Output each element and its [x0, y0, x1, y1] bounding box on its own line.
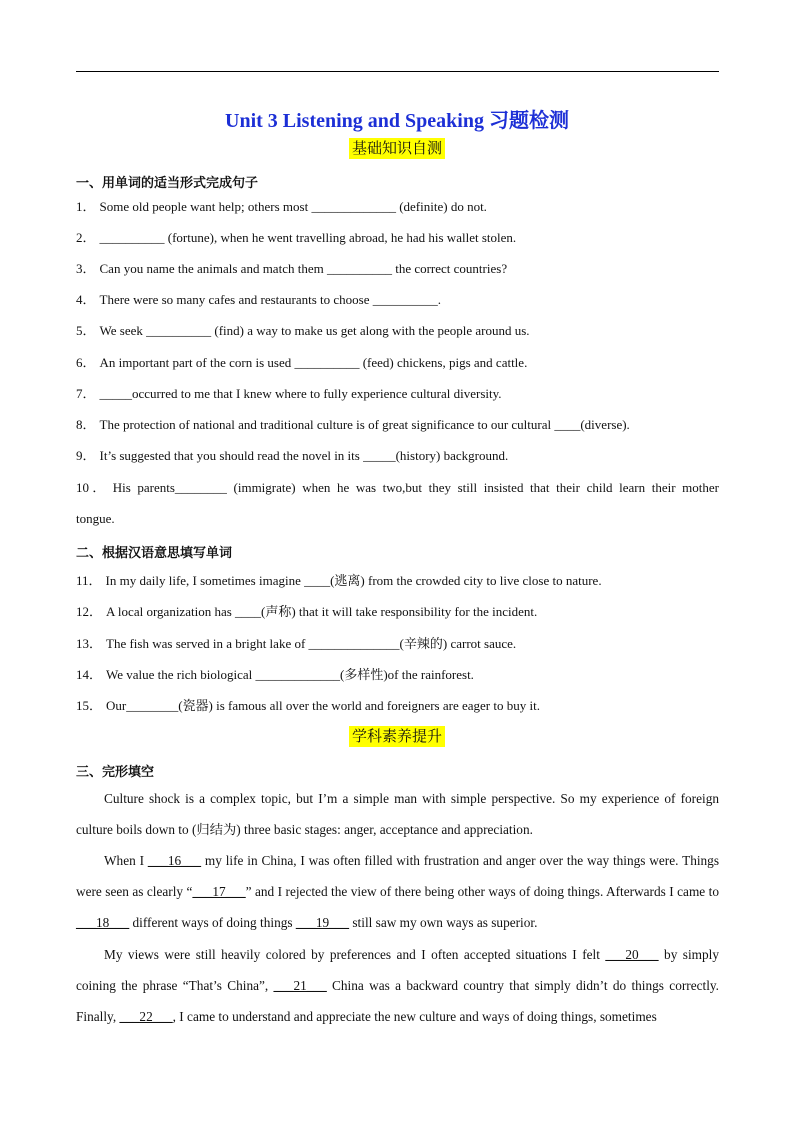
- question-number: 14．: [76, 667, 103, 682]
- header-rule: [76, 71, 719, 72]
- question-number: 12．: [76, 604, 103, 619]
- blank-19: ___19___: [295, 915, 350, 931]
- question-text: There were so many cafes and restaurants to choose __________.: [99, 292, 442, 307]
- page-title: Unit 3 Listening and Speaking 习题检测: [225, 110, 569, 132]
- passage-text: , I came to understand and appreciate the new culture and ways of doing things, sometimes: [172, 1009, 657, 1025]
- banner-basic: [0, 138, 794, 159]
- question-number: 3．: [76, 261, 96, 276]
- passage-text: different ways of doing things: [129, 915, 296, 931]
- banner-advanced: [0, 726, 794, 747]
- question-14: [76, 667, 719, 683]
- question-text: In my daily life, I sometimes imagine ____(逃离) from the crowded city to live close to nature.: [105, 573, 602, 588]
- question-number: 4．: [76, 292, 96, 307]
- question-number: 10．: [76, 480, 109, 495]
- passage-text: by simply coining the phrase “That’s China”,: [76, 947, 720, 994]
- question-number: 2．: [76, 230, 96, 245]
- question-text: __________ (fortune), when he went travelling abroad, he had his wallet stolen.: [99, 230, 517, 245]
- blank-22: ___22___: [119, 1009, 173, 1025]
- question-text: We value the rich biological _____________(多样性)of the rainforest.: [106, 667, 474, 682]
- question-number: 7．: [76, 386, 96, 401]
- question-10-line-1: [76, 472, 719, 503]
- question-number: 13．: [76, 636, 103, 651]
- passage-text: still saw my own ways as superior.: [349, 915, 538, 931]
- question-5: [76, 323, 719, 339]
- blank-17: ___17___: [192, 884, 246, 900]
- question-3: [76, 261, 719, 277]
- question-7: [76, 386, 719, 402]
- question-text: We seek __________ (find) a way to make us get along with the people around us.: [99, 323, 530, 338]
- passage-text: My views were still heavily colored by preferences and I often accepted situations I felt: [104, 947, 606, 962]
- question-text: Some old people want help; others most _____________ (definite) do not.: [99, 199, 487, 214]
- question-2: [76, 230, 719, 246]
- question-1: [76, 199, 719, 215]
- question-text: Our________(瓷器) is famous all over the world and foreigners are eager to buy it.: [106, 698, 540, 713]
- passage-text: my life in China, I was often filled with frustration and anger over the way things were. Things were seen as clearly “: [76, 853, 720, 900]
- passage-text: When I: [104, 853, 148, 868]
- question-4: [76, 292, 719, 308]
- passage-paragraph-3: [76, 939, 719, 1033]
- question-text: The protection of national and traditional culture is of great significance to our cultural ____(diverse).: [99, 417, 630, 432]
- question-10: [76, 472, 719, 534]
- question-9: [76, 448, 719, 464]
- banner-basic-label: 基础知识自测: [349, 138, 445, 159]
- question-text: A local organization has ____(声称) that it will take responsibility for the incident.: [106, 604, 538, 619]
- question-text: _____occurred to me that I knew where to fully experience cultural diversity.: [99, 386, 502, 401]
- question-11: [76, 573, 719, 589]
- question-number: 9．: [76, 448, 96, 463]
- blank-21: ___21___: [273, 978, 327, 994]
- passage-text: ” and I rejected the view of there being other ways of doing things. Afterwards I came to: [245, 884, 719, 900]
- passage-paragraph-2: [76, 845, 719, 939]
- question-6: [76, 355, 719, 371]
- question-8: [76, 417, 719, 433]
- question-text: Can you name the animals and match them __________ the correct countries?: [99, 261, 508, 276]
- question-text: It’s suggested that you should read the novel in its _____(history) background.: [99, 448, 509, 463]
- question-text: His parents________ (immigrate) when he was two,but they still insisted that their child learn their mother: [112, 480, 719, 495]
- question-number: 8．: [76, 417, 96, 432]
- section-heading-1: 一、用单词的适当形式完成句子: [76, 176, 259, 191]
- passage-text: China was a backward country that simply didn’t do things correctly. Finally,: [76, 978, 719, 1025]
- question-number: 15．: [76, 698, 103, 713]
- section-heading-2: 二、根据汉语意思填写单词: [76, 546, 233, 561]
- question-number: 11．: [76, 573, 102, 588]
- blank-18: ___18___: [76, 915, 130, 931]
- question-15: [76, 698, 719, 714]
- blank-16: ___16___: [147, 853, 202, 868]
- question-text: An important part of the corn is used __________ (feed) chickens, pigs and cattle.: [99, 355, 528, 370]
- question-number: 5．: [76, 323, 96, 338]
- question-number: 1．: [76, 199, 96, 214]
- question-12: [76, 604, 719, 620]
- passage-paragraph-1: Culture shock is a complex topic, but I’m a simple man with simple perspective. So my experience of foreign culture boils down to (归结为) three basic stages: anger, acceptance and appreciation.: [76, 791, 719, 838]
- blank-20: ___20___: [605, 947, 659, 962]
- section-heading-3: 三、完形填空: [76, 765, 155, 780]
- question-10-line-2: tongue.: [76, 511, 115, 526]
- question-13: [76, 636, 719, 652]
- banner-advanced-label: 学科素养提升: [349, 726, 445, 747]
- question-text: The fish was served in a bright lake of ______________(辛辣的) carrot sauce.: [106, 636, 517, 651]
- question-number: 6．: [76, 355, 96, 370]
